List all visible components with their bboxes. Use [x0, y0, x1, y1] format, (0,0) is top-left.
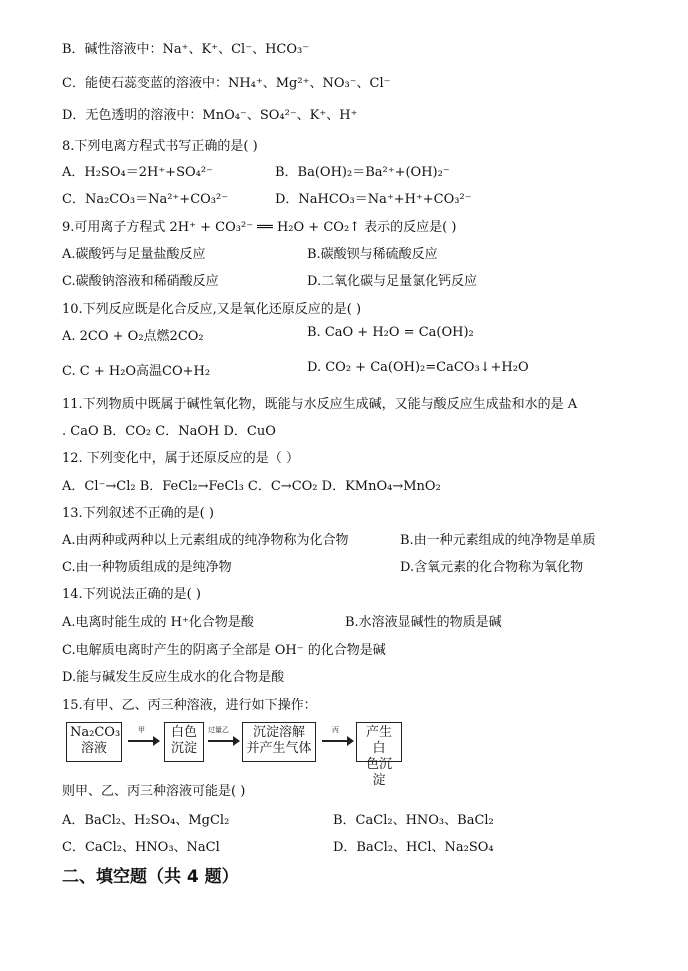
question-line-q9: 9.可用离子方程式 2H⁺ + CO₃²⁻ ══ H₂O + CO₂↑ 表示的反应是( )	[62, 220, 457, 235]
question-line-q11: 11.下列物质中既属于碱性氧化物，既能与水反应生成碱，又能与酸反应生成盐和水的是 A	[62, 397, 578, 412]
answer-option-q13b: B.由一种元素组成的纯净物是单质	[400, 533, 596, 548]
answer-option-q15a: A．BaCl₂、H₂SO₄、MgCl₂	[62, 813, 230, 828]
flow-box-white-precipitate	[164, 722, 204, 762]
answer-option-q10b: B. CaO + H₂O = Ca(OH)₂	[307, 325, 474, 340]
flow-box-text: 沉淀溶解	[252, 725, 305, 740]
flow-box-text: Na₂CO₃	[70, 725, 121, 740]
answer-option-q8a: A．H₂SO₄＝2H⁺+SO₄²⁻	[62, 165, 213, 180]
answer-option-q8c: C．Na₂CO₃＝Na²⁺+CO₃²⁻	[62, 192, 229, 207]
flow-box-text: 溶液	[80, 741, 107, 756]
answer-option-q15b: B．CaCl₂、HNO₃、BaCl₂	[333, 813, 494, 828]
question-line-q14c: C.电解质电离时产生的阴离子全部是 OH⁻ 的化合物是碱	[62, 643, 386, 658]
question-line-q13: 13.下列叙述不正确的是( )	[62, 506, 214, 521]
answer-option-q15c: C．CaCl₂、HNO₃、NaCl	[62, 840, 220, 855]
flow-arrow-1	[128, 740, 158, 742]
answer-option-q9c: C.碳酸钠溶液和稀硝酸反应	[62, 274, 219, 289]
question-line-q8: 8.下列电离方程式书写正确的是( )	[62, 139, 258, 154]
answer-option-q11opts: . CaO B．CO₂ C．NaOH D．CuO	[62, 424, 276, 439]
flow-box-text: 色沉淀	[365, 757, 392, 788]
flow-diagram	[66, 720, 406, 788]
answer-option-q9d: D.二氧化碳与足量氯化钙反应	[307, 274, 478, 289]
flow-arrow-2	[208, 740, 238, 742]
flow-arrow-label: 甲	[138, 726, 145, 734]
flow-box-text: 产生白	[365, 725, 392, 756]
question-line-q15: 15.有甲、乙、丙三种溶液，进行如下操作：	[62, 698, 317, 713]
flow-box-text: 并产生气体	[246, 741, 312, 756]
answer-option-q9a: A.碳酸钙与足量盐酸反应	[62, 247, 206, 262]
answer-option-q13a: A.由两种或两种以上元素组成的纯净物称为化合物	[62, 533, 349, 548]
flow-arrow-label: 过量乙	[208, 726, 229, 734]
flow-arrow-label: 丙	[332, 726, 339, 734]
question-line-q6b: B．碱性溶液中：Na⁺、K⁺、Cl⁻、HCO₃⁻	[62, 42, 310, 57]
answer-option-q13c: C.由一种物质组成的是纯净物	[62, 560, 232, 575]
question-line-q10: 10.下列反应既是化合反应,又是氧化还原反应的是( )	[62, 302, 362, 317]
answer-option-q12opts: A．Cl⁻→Cl₂ B．FeCl₂→FeCl₃ C．C→CO₂ D．KMnO₄→MnO₂	[62, 479, 441, 494]
answer-option-q8b: B．Ba(OH)₂＝Ba²⁺+(OH)₂⁻	[275, 165, 450, 180]
flow-box-white-precipitate-2	[356, 722, 402, 788]
question-line-q6d: D．无色透明的溶液中：MnO₄⁻、SO₄²⁻、K⁺、H⁺	[62, 108, 358, 123]
answer-option-q15d: D．BaCl₂、HCl、Na₂SO₄	[333, 840, 494, 855]
answer-option-q8d: D．NaHCO₃＝Na⁺+H⁺+CO₃²⁻	[275, 192, 472, 207]
flow-box-text: 白色	[170, 725, 197, 740]
answer-option-q9b: B.碳酸钡与稀硫酸反应	[307, 247, 438, 262]
flow-box-na2co3	[66, 722, 122, 762]
question-line-q12: 12. 下列变化中，属于还原反应的是（ ）	[62, 451, 299, 466]
question-line-q14d: D.能与碱发生反应生成水的化合物是酸	[62, 670, 285, 685]
flow-box-text: 沉淀	[170, 741, 197, 756]
answer-option-q10d: D. CO₂ + Ca(OH)₂=CaCO₃↓+H₂O	[307, 360, 529, 375]
question-line-q14: 14.下列说法正确的是( )	[62, 587, 201, 602]
answer-option-q14a: A.电离时能生成的 H⁺化合物是酸	[62, 615, 254, 630]
question-line-q15s: 则甲、乙、丙三种溶液可能是( )	[62, 784, 246, 799]
answer-option-q10a: A. 2CO + O₂点燃2CO₂	[62, 329, 204, 344]
answer-option-q13d: D.含氧元素的化合物称为氧化物	[400, 560, 584, 575]
flow-box-dissolve-gas	[242, 722, 316, 762]
question-line-q6c: C．能使石蕊变蓝的溶液中：NH₄⁺、Mg²⁺、NO₃⁻、Cl⁻	[62, 76, 391, 91]
section-heading: 二、填空题（共 4 题）	[62, 867, 239, 887]
answer-option-q14b: B.水溶液显碱性的物质是碱	[345, 615, 502, 630]
answer-option-q10c: C. C + H₂O高温CO+H₂	[62, 364, 211, 379]
flow-arrow-3	[322, 740, 352, 742]
